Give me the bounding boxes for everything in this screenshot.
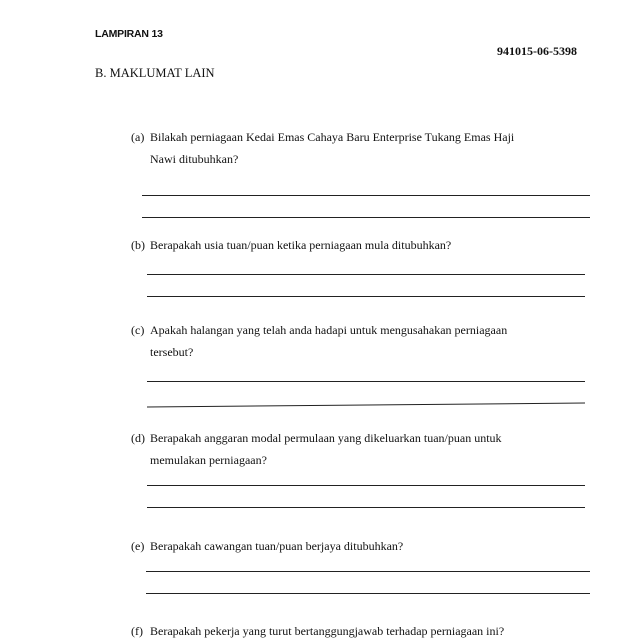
question-text: Bilakah perniagaan Kedai Emas Cahaya Baru Enterprise Tukang Emas Haji	[150, 130, 515, 144]
question-text: Berapakah anggaran modal permulaan yang dikeluarkan tuan/puan untuk	[150, 431, 502, 445]
question-f	[131, 620, 504, 642]
question-label: (c)	[131, 323, 145, 337]
appendix-label: LAMPIRAN 13	[95, 28, 163, 40]
question-text-continued: tersebut?	[150, 345, 194, 359]
question-text: Berapakah usia tuan/puan ketika perniagaan mula ditubuhkan?	[150, 238, 452, 252]
question-label: (a)	[131, 130, 145, 144]
answer-line[interactable]	[146, 593, 590, 594]
question-label: (b)	[131, 238, 145, 252]
question-text: Berapakah cawangan tuan/puan berjaya ditubuhkan?	[150, 539, 404, 553]
question-text-continued: memulakan perniagaan?	[150, 453, 267, 467]
question-text: Berapakah pekerja yang turut bertanggungjawab terhadap perniagaan ini?	[150, 624, 505, 638]
section-title: B. MAKLUMAT LAIN	[95, 66, 215, 80]
question-label: (f)	[131, 624, 143, 638]
answer-line[interactable]	[147, 485, 585, 486]
question-e	[131, 535, 403, 557]
question-label: (e)	[131, 539, 145, 553]
question-label: (d)	[131, 431, 145, 445]
answer-line[interactable]	[147, 507, 585, 508]
answer-line[interactable]	[146, 571, 590, 572]
ic-number: 941015-06-5398	[497, 44, 577, 58]
question-d	[131, 427, 502, 471]
question-text: Apakah halangan yang telah anda hadapi untuk mengusahakan perniagaan	[150, 323, 508, 337]
question-text-continued: Nawi ditubuhkan?	[150, 152, 239, 166]
